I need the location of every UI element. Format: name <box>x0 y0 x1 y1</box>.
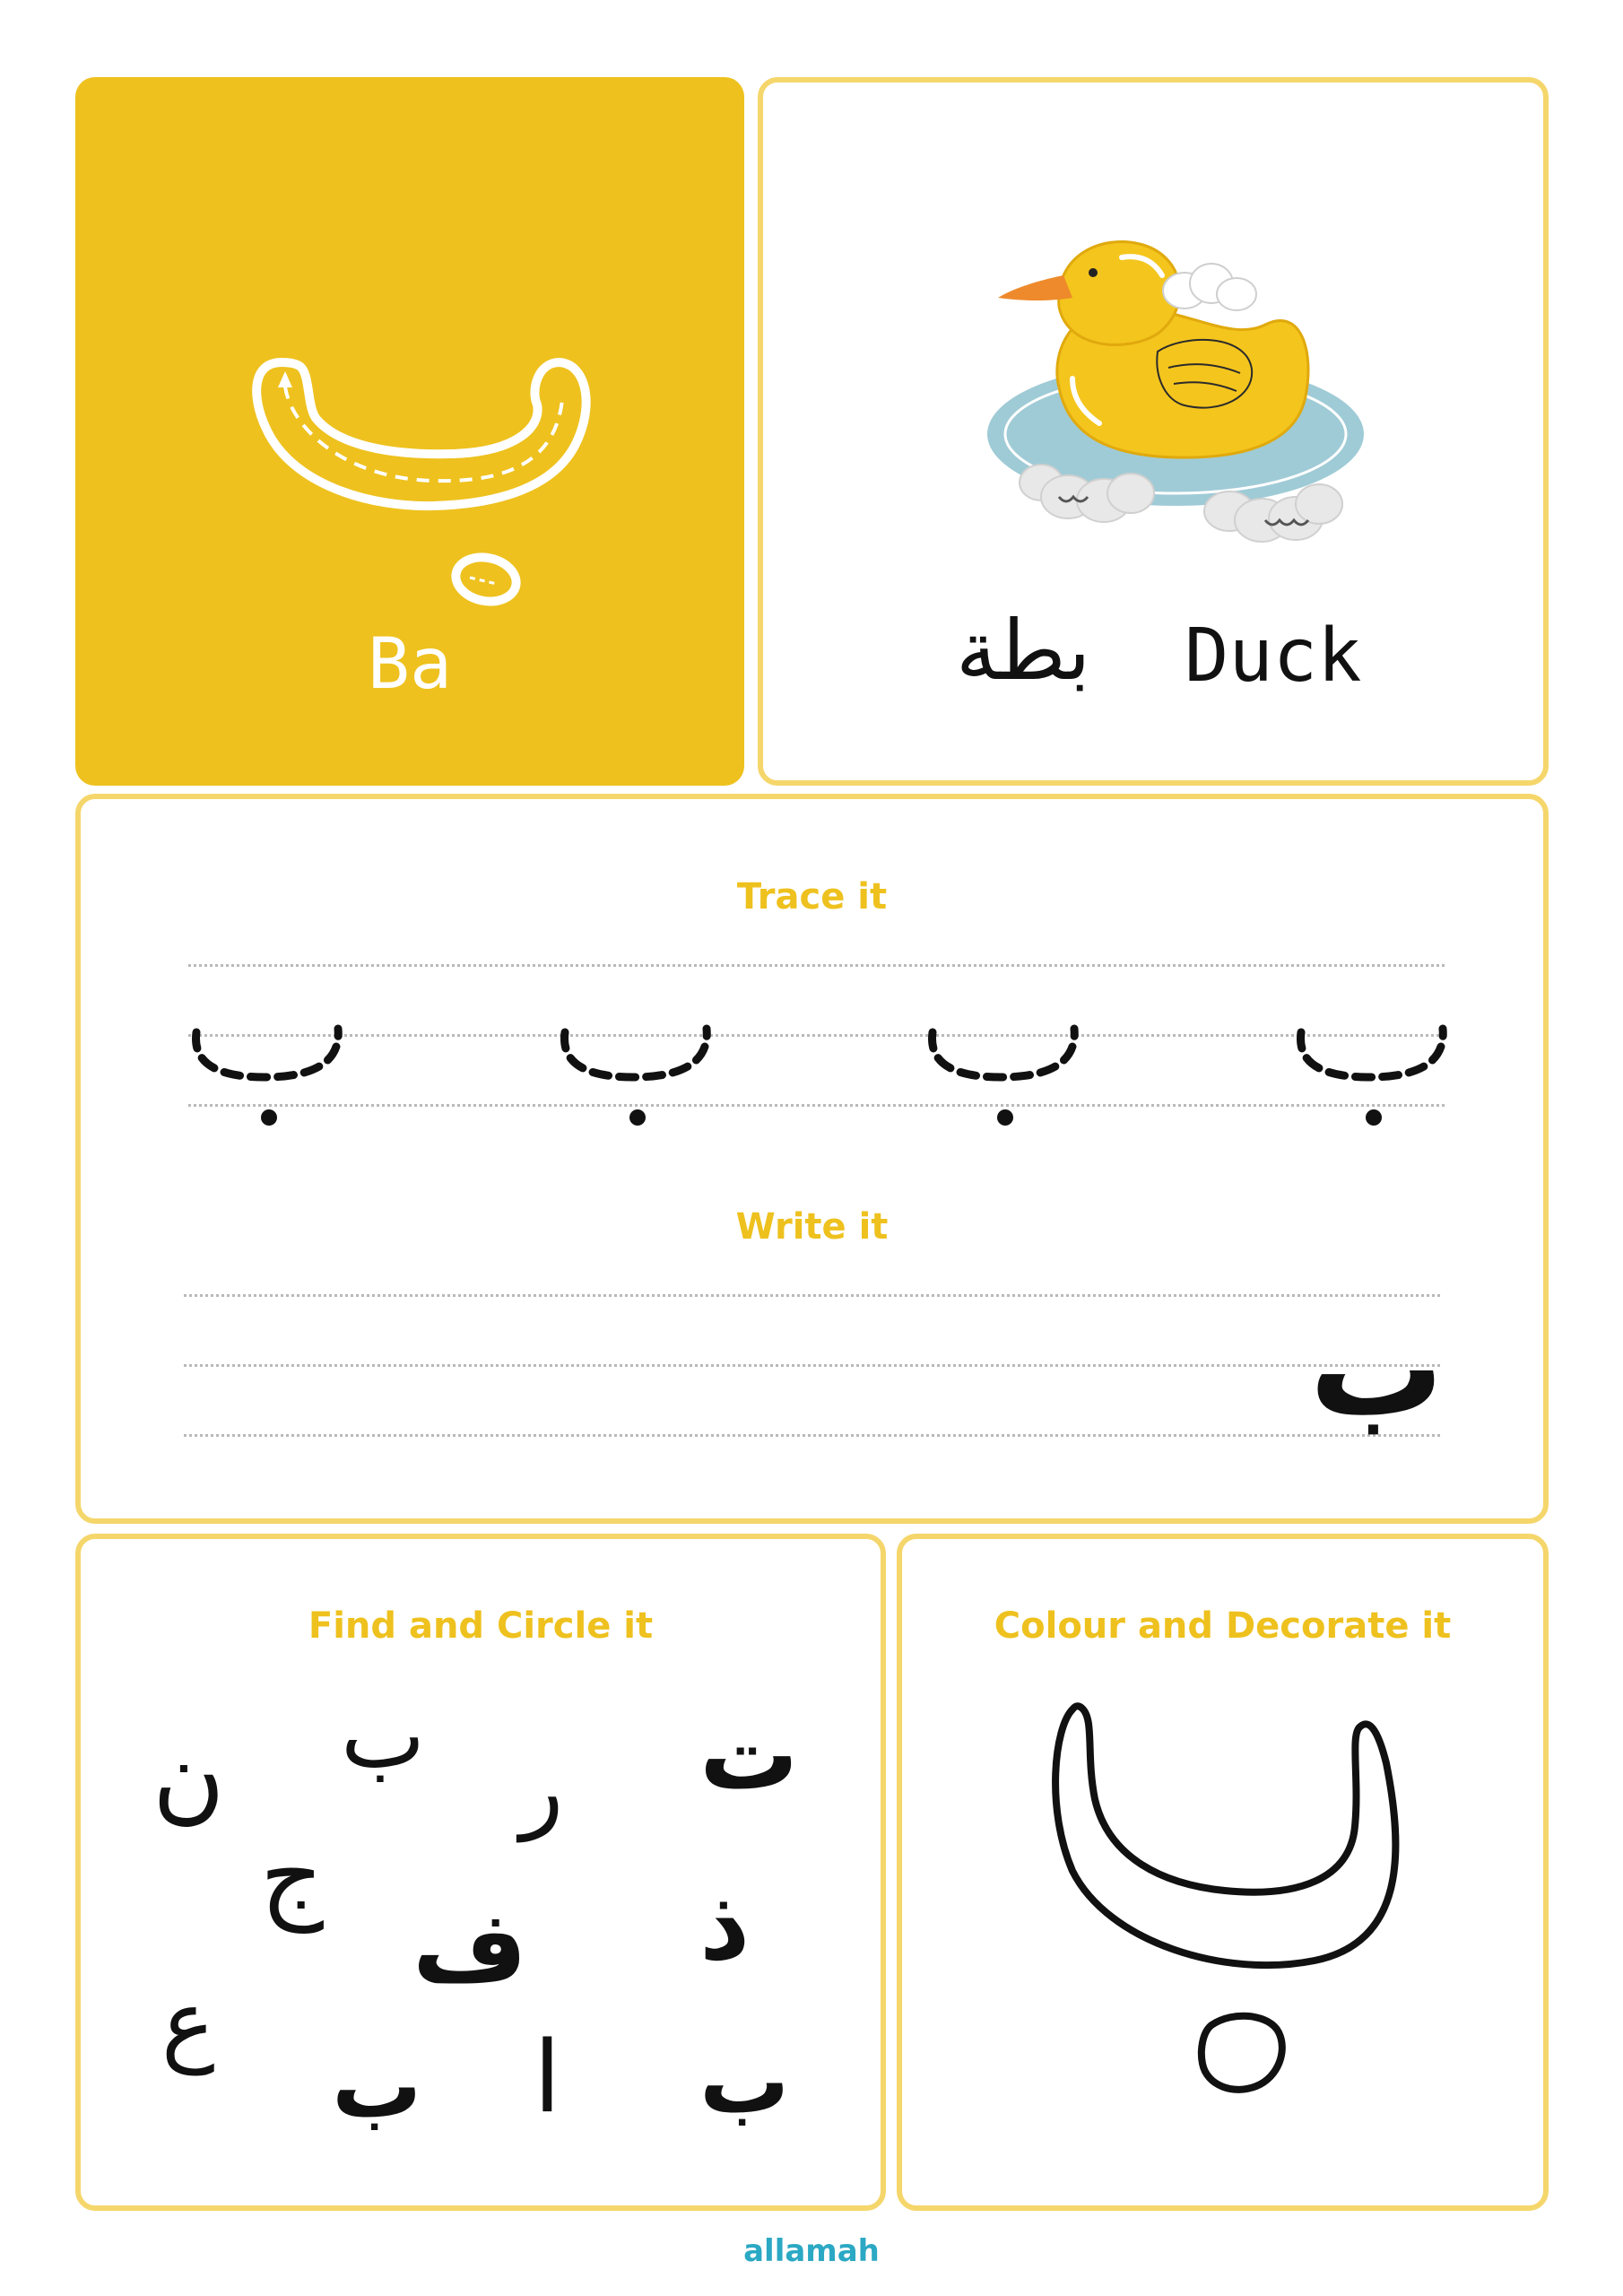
write-guide-line <box>184 1364 1440 1367</box>
rubber-duck-illustration <box>763 83 1543 585</box>
find-letter: ع <box>161 1970 215 2075</box>
find-letter: ف <box>412 1890 527 2005</box>
trace-guide-line <box>188 1034 1445 1037</box>
find-letter: ا <box>534 2020 561 2135</box>
colour-heading: Colour and Decorate it <box>994 1605 1452 1647</box>
colour-decorate-panel <box>897 1534 1549 2211</box>
find-letter: ت <box>699 1697 799 1812</box>
word-arabic: بطة <box>956 603 1091 699</box>
trace-write-panel <box>75 794 1549 1524</box>
letter-ba-outline-icon <box>75 131 744 633</box>
trace-letter-ba <box>184 1014 354 1131</box>
find-letter: ر <box>520 1737 564 1842</box>
write-example-letter: ب <box>1309 1291 1445 1447</box>
trace-guide-line <box>188 1104 1445 1107</box>
trace-letter-ba <box>1289 1014 1459 1131</box>
footer-brand: allamah <box>743 2233 880 2269</box>
letter-ba-colouring-outline-icon <box>902 1656 1543 2194</box>
find-heading: Find and Circle it <box>308 1605 654 1647</box>
find-letter: ب <box>332 2033 422 2138</box>
word-card <box>758 77 1549 786</box>
find-letter: ب <box>341 1683 426 1788</box>
find-letter: ن <box>152 1719 225 1834</box>
trace-letter-ba <box>920 1014 1090 1131</box>
find-letter: ب <box>699 2029 790 2134</box>
write-heading: Write it <box>735 1206 889 1248</box>
trace-letter-ba <box>552 1014 723 1131</box>
find-circle-panel <box>75 1534 886 2211</box>
find-letter: ج <box>260 1818 325 1933</box>
letter-name: Ba <box>368 624 452 705</box>
write-guide-line <box>184 1294 1440 1297</box>
find-letter: ذ <box>699 1867 751 1982</box>
trace-guide-line <box>188 964 1445 967</box>
write-guide-line <box>184 1434 1440 1437</box>
trace-heading: Trace it <box>736 876 888 918</box>
letter-card <box>75 77 744 786</box>
word-english: Duck <box>1185 613 1362 699</box>
